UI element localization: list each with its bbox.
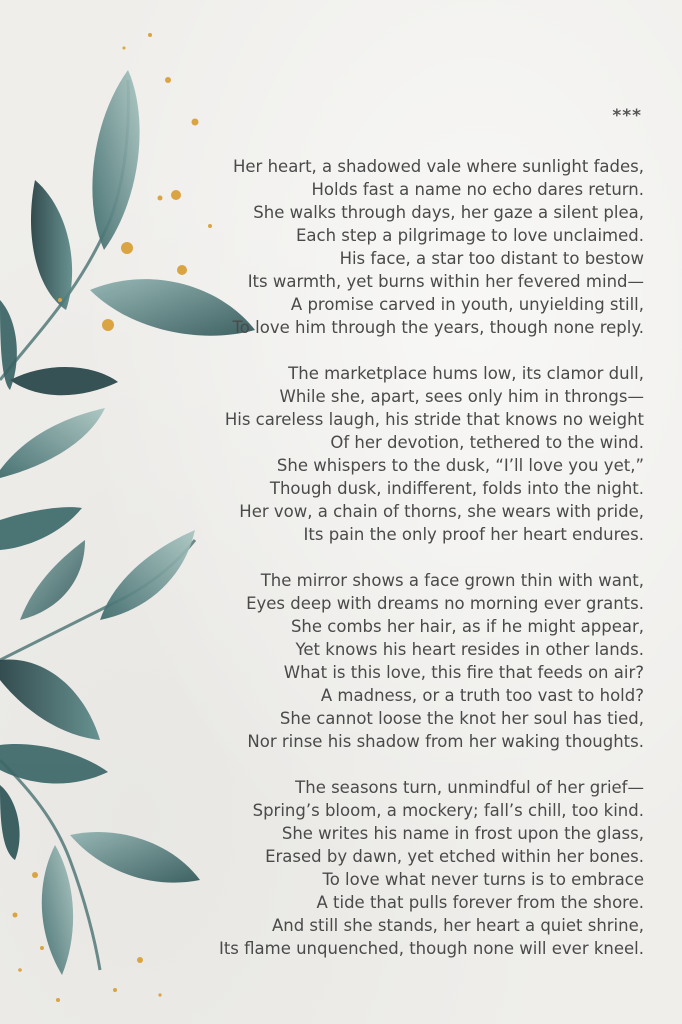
poem-line: She cannot loose the knot her soul has tied, xyxy=(279,709,644,728)
stanza-4 xyxy=(174,776,644,960)
poem-line: What is this love, this fire that feeds on air? xyxy=(283,663,644,682)
poem-line: A promise carved in youth, unyielding still, xyxy=(290,295,644,314)
poem-line: A madness, or a truth too vast to hold? xyxy=(320,686,644,705)
poem-line: The marketplace hums low, its clamor dull, xyxy=(288,364,644,383)
poem-line: Of her devotion, tethered to the wind. xyxy=(330,433,644,452)
poem-line: Each step a pilgrimage to love unclaimed. xyxy=(296,226,644,245)
poem-line: To love him through the years, though none reply. xyxy=(232,318,644,337)
poem-line: A tide that pulls forever from the shore. xyxy=(316,893,644,912)
poem-body xyxy=(174,155,644,983)
stanza-3 xyxy=(174,569,644,753)
poem-line: Its flame unquenched, though none will ever kneel. xyxy=(218,939,644,958)
poem-line: Her vow, a chain of thorns, she wears with pride, xyxy=(239,502,644,521)
poem-line: Spring’s bloom, a mockery; fall’s chill, too kind. xyxy=(252,801,644,820)
poem-line: Erased by dawn, yet etched within her bones. xyxy=(265,847,644,866)
poem-line: She walks through days, her gaze a silent plea, xyxy=(253,203,644,222)
poem-line: Nor rinse his shadow from her waking thoughts. xyxy=(247,732,644,751)
poem-line: Its pain the only proof her heart endures. xyxy=(303,525,644,544)
poem-line: Its warmth, yet burns within her fevered mind— xyxy=(247,272,644,291)
poem-line: Eyes deep with dreams no morning ever grants. xyxy=(246,594,644,613)
poem-line: Her heart, a shadowed vale where sunlight fades, xyxy=(233,157,644,176)
poem-line: His careless laugh, his stride that knows no weight xyxy=(224,410,644,429)
poem-line: The mirror shows a face grown thin with want, xyxy=(260,571,644,590)
poem-line: She whispers to the dusk, “I’ll love you yet,” xyxy=(276,456,644,475)
poem-line: To love what never turns is to embrace xyxy=(322,870,644,889)
section-ornament: *** xyxy=(612,106,642,126)
poem-line: She writes his name in frost upon the glass, xyxy=(281,824,644,843)
poem-line: Yet knows his heart resides in other lands. xyxy=(295,640,644,659)
poem-line: And still she stands, her heart a quiet shrine, xyxy=(271,916,644,935)
poem-line: While she, apart, sees only him in throngs— xyxy=(279,387,644,406)
lower-leaves xyxy=(0,744,200,975)
poem-line: Holds fast a name no echo dares return. xyxy=(311,180,644,199)
poem-line: His face, a star too distant to bestow xyxy=(339,249,644,268)
stanza-2 xyxy=(174,362,644,546)
poem-line: Though dusk, indifferent, folds into the night. xyxy=(269,479,644,498)
poem-line: She combs her hair, as if he might appear, xyxy=(290,617,644,636)
middle-leaves xyxy=(0,507,195,740)
poem-line: The seasons turn, unmindful of her grief— xyxy=(295,778,644,797)
stanza-1 xyxy=(174,155,644,339)
